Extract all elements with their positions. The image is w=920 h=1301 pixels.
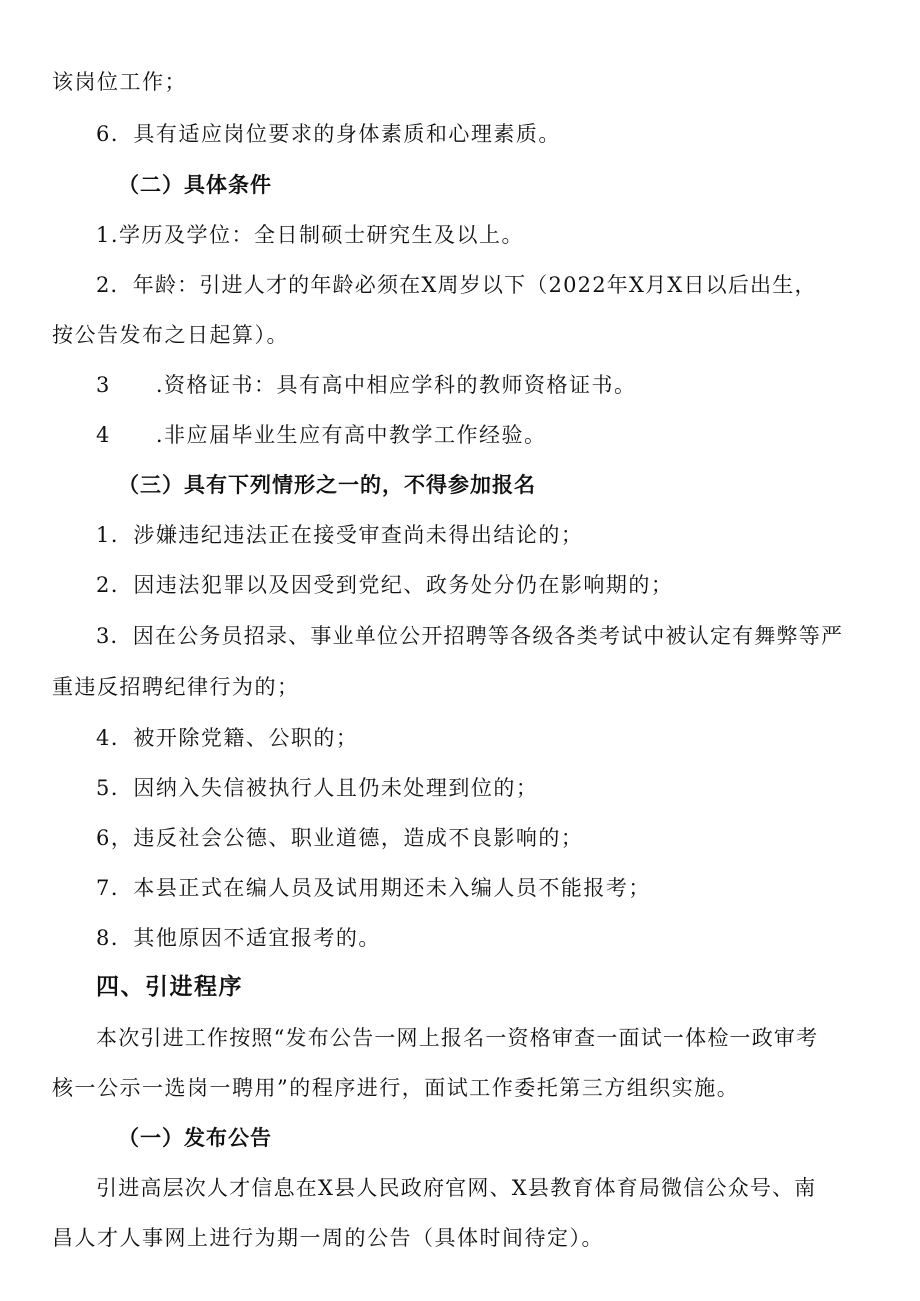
exclusion-item-2: 2．因违法犯罪以及因受到党纪、政务处分仍在影响期的； — [96, 573, 674, 597]
exclusion-item-8: 8．其他原因不适宜报考的。 — [96, 926, 381, 950]
exclusion-item-3-cont: 重违反招聘纪律行为的； — [52, 675, 300, 699]
specific-condition-2: 2．年龄：引进人才的年龄必须在X周岁以下（2022年X月X日以后出生， — [96, 273, 817, 297]
exclusion-item-1: 1．涉嫌违纪违法正在接受审查尚未得出结论的； — [96, 523, 584, 547]
condition-item-6: 6．具有适应岗位要求的身体素质和心理素质。 — [96, 122, 561, 146]
announcement-paragraph-cont: 昌人才人事网上进行为期一周的公告（具体时间待定）。 — [52, 1226, 604, 1250]
exclusion-item-7: 7．本县正式在编人员及试用期还未入编人员不能报考； — [96, 876, 651, 900]
exclusion-item-4: 4．被开除党籍、公职的； — [96, 726, 359, 750]
procedure-paragraph-cont: 核一公示一选岗一聘用”的程序进行，面试工作委托第三方组织实施。 — [52, 1076, 740, 1100]
section-heading-procedure: 四、引进程序 — [96, 973, 243, 1000]
specific-condition-4: 4 .非应届毕业生应有高中教学工作经验。 — [96, 423, 547, 447]
procedure-paragraph: 本次引进工作按照“发布公告一网上报名一资格审查一面试一体检一政审考 — [96, 1026, 819, 1050]
exclusion-item-5: 5．因纳入失信被执行人且仍未处理到位的； — [96, 776, 539, 800]
subsection-heading-specific-conditions: （二）具体条件 — [118, 172, 272, 197]
specific-condition-1: 1.学历及学位：全日制硕士研究生及以上。 — [96, 223, 525, 247]
exclusion-item-6: 6，违反社会公德、职业道德，造成不良影响的； — [96, 826, 584, 850]
subsection-heading-announcement: （一）发布公告 — [118, 1125, 272, 1150]
subsection-heading-exclusions: （三）具有下列情形之一的，不得参加报名 — [118, 472, 536, 497]
paragraph-continuation: 该岗位工作； — [52, 70, 187, 94]
specific-condition-3: 3 .资格证书：具有高中相应学科的教师资格证书。 — [96, 373, 637, 397]
announcement-paragraph: 引进高层次人才信息在X县人民政府官网、X县教育体育局微信公众号、南 — [96, 1176, 817, 1200]
exclusion-item-3: 3．因在公务员招录、事业单位公开招聘等各级各类考试中被认定有舞弊等严 — [96, 624, 844, 648]
specific-condition-2-cont: 按公告发布之日起算）。 — [52, 323, 289, 347]
